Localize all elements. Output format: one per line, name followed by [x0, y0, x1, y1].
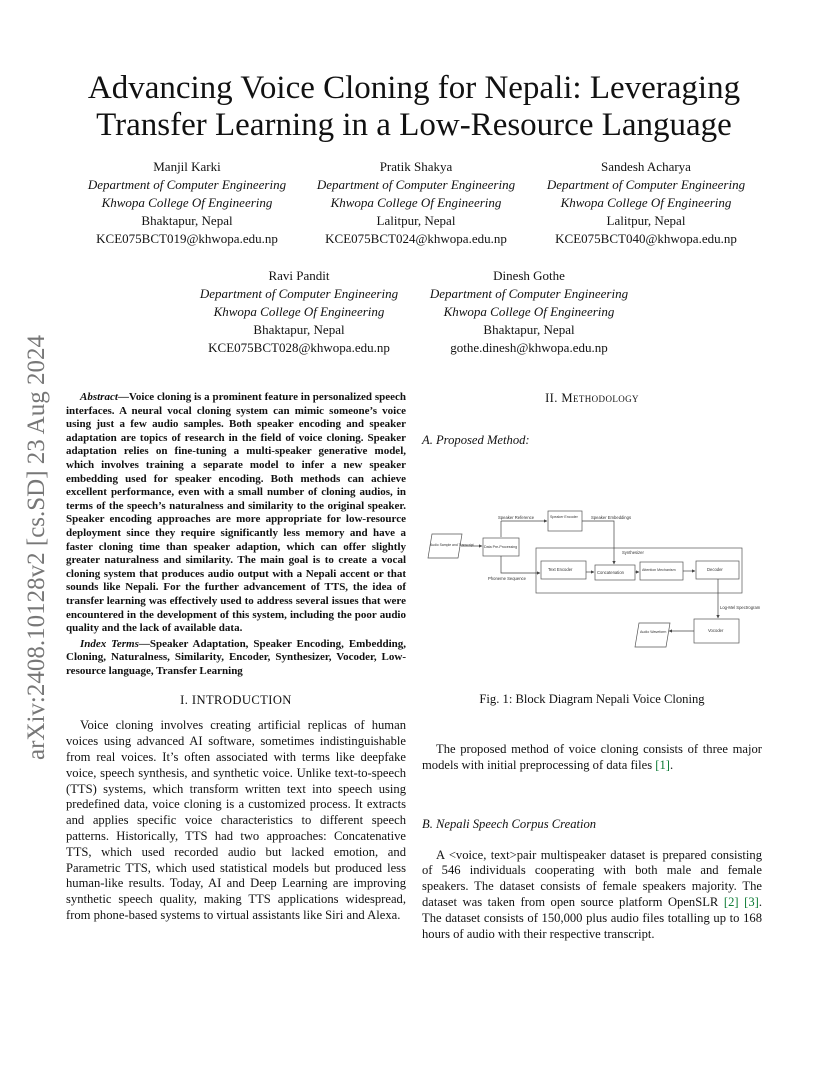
- corpus-text-end: . The dataset consists of 150,000 plus audio files totalling up to 168 hours of audio with their respective transcript.: [422, 894, 762, 941]
- label-speaker-reference: Speaker Reference: [498, 515, 535, 520]
- author-block-5: [414, 267, 644, 357]
- author-college: Khwopa College Of Engineering: [560, 195, 732, 210]
- author-college: Khwopa College Of Engineering: [330, 195, 502, 210]
- label-attention: Attention Mechanism: [642, 568, 676, 572]
- label-synthesizer: Synthesizer: [622, 550, 644, 555]
- author-block-1: [72, 158, 302, 248]
- label-text-encoder: Text Encoder: [548, 567, 573, 572]
- citation-link[interactable]: [1]: [655, 757, 670, 772]
- abstract-label: Abstract: [80, 391, 118, 403]
- label-concatenation: Concatenation: [597, 570, 625, 575]
- citation-link[interactable]: [2]: [723, 894, 739, 909]
- author-email: gothe.dinesh@khwopa.edu.np: [450, 340, 608, 355]
- label-speaker-encoder: Speaker Encoder: [550, 515, 578, 519]
- corpus-text: A <voice, text>pair multispeaker dataset is prepared consisting of 546 individuals cooperating with both male and female speakers. The dataset consists of female speakers majority. The dataset was taken from open source platform OpenSLR: [422, 847, 762, 909]
- label-decoder: Decoder: [707, 567, 723, 572]
- method-text: The proposed method of voice cloning consists of three major models with initial preprocessing of data files: [422, 742, 762, 772]
- author-name: Dinesh Gothe: [493, 268, 565, 283]
- figure-caption: Fig. 1: Block Diagram Nepali Voice Cloning: [479, 692, 705, 706]
- label-vocoder: Vocoder: [708, 628, 724, 633]
- author-name: Manjil Karki: [153, 159, 221, 174]
- author-block-4: [184, 267, 414, 357]
- author-dept: Department of Computer Engineering: [546, 177, 746, 192]
- label-phoneme-sequence: Phoneme Sequence: [488, 576, 526, 581]
- left-column: [66, 391, 406, 924]
- subsection-corpus-creation: B. Nepali Speech Corpus Creation: [422, 816, 597, 831]
- author-dept: Department of Computer Engineering: [429, 286, 629, 301]
- author-location: Bhaktapur, Nepal: [483, 322, 575, 337]
- section-heading-introduction: I. INTRODUCTION: [180, 693, 292, 708]
- author-college: Khwopa College Of Engineering: [213, 304, 385, 319]
- title-line-1: Advancing Voice Cloning for Nepali: Leveraging: [87, 70, 741, 106]
- author-email: KCE075BCT024@khwopa.edu.np: [325, 231, 507, 246]
- label-audio-sample: Audio Sample and Transcript: [430, 543, 474, 547]
- abstract-text: —Voice cloning is a prominent feature in personalized speech interfaces. A neural vocal cloning system can mimic someone’s voice using just a few audio samples. Both speaker encoding and speaker adaptation are topics of research in the field of voice cloning. Speaker adaptation relies on fine-tuning a multi-speaker generative model, which involves training a separate model to infer a new speaker embedding used for speaker encoding. Both methods can achieve excellent performance, even with a small number of cloning audios, in terms of the speech’s naturalness and similarity to the original speaker. Speaker encoding approaches are more appropriate for low-resource deployment since they require significantly less memory and have a faster cloning time than speaker adaption, which can offer slightly greater naturalness and similarity. The main goal is to create a vocal cloning system that produces audio output with a Nepali accent or that sounds like Nepali. For the further advancement of TTS, the idea of transfer learning was effectively used to address several issues that were encountered in the development of this system, including the poor audio quality and the lack of available data.: [66, 391, 406, 635]
- author-dept: Department of Computer Engineering: [316, 177, 516, 192]
- index-terms-text: —Speaker Adaptation, Speaker Encoding, Embedding, Cloning, Naturalness, Similarity, Encoder, Synthesizer, Vocoder, Low-resource language, Transfer Learning: [66, 637, 406, 677]
- label-audio-waveform: Audio Waveform: [640, 630, 667, 634]
- subsection-proposed-method: A. Proposed Method:: [422, 433, 530, 447]
- title-line-2: Transfer Learning in a Low-Resource Language: [96, 107, 732, 143]
- author-location: Bhaktapur, Nepal: [253, 322, 345, 337]
- author-email: KCE075BCT028@khwopa.edu.np: [208, 340, 390, 355]
- index-terms: [66, 638, 406, 679]
- author-location: Lalitpur, Nepal: [376, 213, 456, 228]
- arxiv-identifier: arXiv:2408.10128v2 [cs.SD] 23 Aug 2024: [23, 335, 50, 760]
- arrow-phoneme: [501, 556, 540, 573]
- label-speaker-embeddings: Speaker Embeddings: [591, 515, 632, 520]
- author-email: KCE075BCT019@khwopa.edu.np: [96, 231, 278, 246]
- index-terms-label: Index Terms: [80, 637, 139, 650]
- author-block-2: [301, 158, 531, 248]
- right-column: [422, 391, 762, 448]
- audio-waveform-shape: [635, 623, 670, 647]
- label-log-mel: Log-Mel Spectrogram: [720, 605, 761, 610]
- author-block-3: [531, 158, 761, 248]
- author-dept: Department of Computer Engineering: [87, 177, 287, 192]
- author-name: Pratik Shakya: [379, 159, 453, 174]
- paper-title: [40, 70, 788, 144]
- author-location: Bhaktapur, Nepal: [141, 213, 233, 228]
- citation-link[interactable]: [3]: [744, 894, 759, 909]
- section-heading-methodology: II. Methodology: [545, 391, 639, 405]
- author-email: KCE075BCT040@khwopa.edu.np: [555, 231, 737, 246]
- speaker-encoder-box: [548, 511, 582, 531]
- author-location: Lalitpur, Nepal: [606, 213, 686, 228]
- author-college: Khwopa College Of Engineering: [443, 304, 615, 319]
- method-text-end: .: [669, 757, 674, 772]
- arrow-embeddings: [582, 521, 614, 564]
- label-data-preprocessing: Data Pre-Processing: [484, 545, 518, 549]
- abstract: [66, 391, 406, 636]
- corpus-paragraph: [422, 848, 762, 943]
- author-college: Khwopa College Of Engineering: [101, 195, 273, 210]
- author-dept: Department of Computer Engineering: [199, 286, 399, 301]
- right-column-lower: [422, 742, 762, 942]
- method-paragraph: [422, 742, 762, 774]
- author-name: Ravi Pandit: [268, 268, 330, 283]
- block-diagram-figure: [424, 505, 770, 655]
- author-name: Sandesh Acharya: [601, 159, 691, 174]
- introduction-paragraph: Voice cloning involves creating artificial replicas of human voices using advanced AI software, sometimes indistinguishable from real voices. It’s often associated with terms like deepfake voice, speech synthesis, and synthetic voice. Unlike text-to-speech (TTS) systems, which transform written text into speech using predefined data, voice cloning is a customized process. It extracts and applies specific voice characteristics to different speech patterns. Historically, TTS had two approaches: Concatenative TTS, which used recorded audio but lacked emotion, and Parametric TTS, which used statistical models but produced less human-like results. Today, AI and Deep Learning are improving synthetic speech quality, making TTS applications widespread, from phone-based systems to virtual assistants like Siri and Alexa.: [66, 718, 406, 923]
